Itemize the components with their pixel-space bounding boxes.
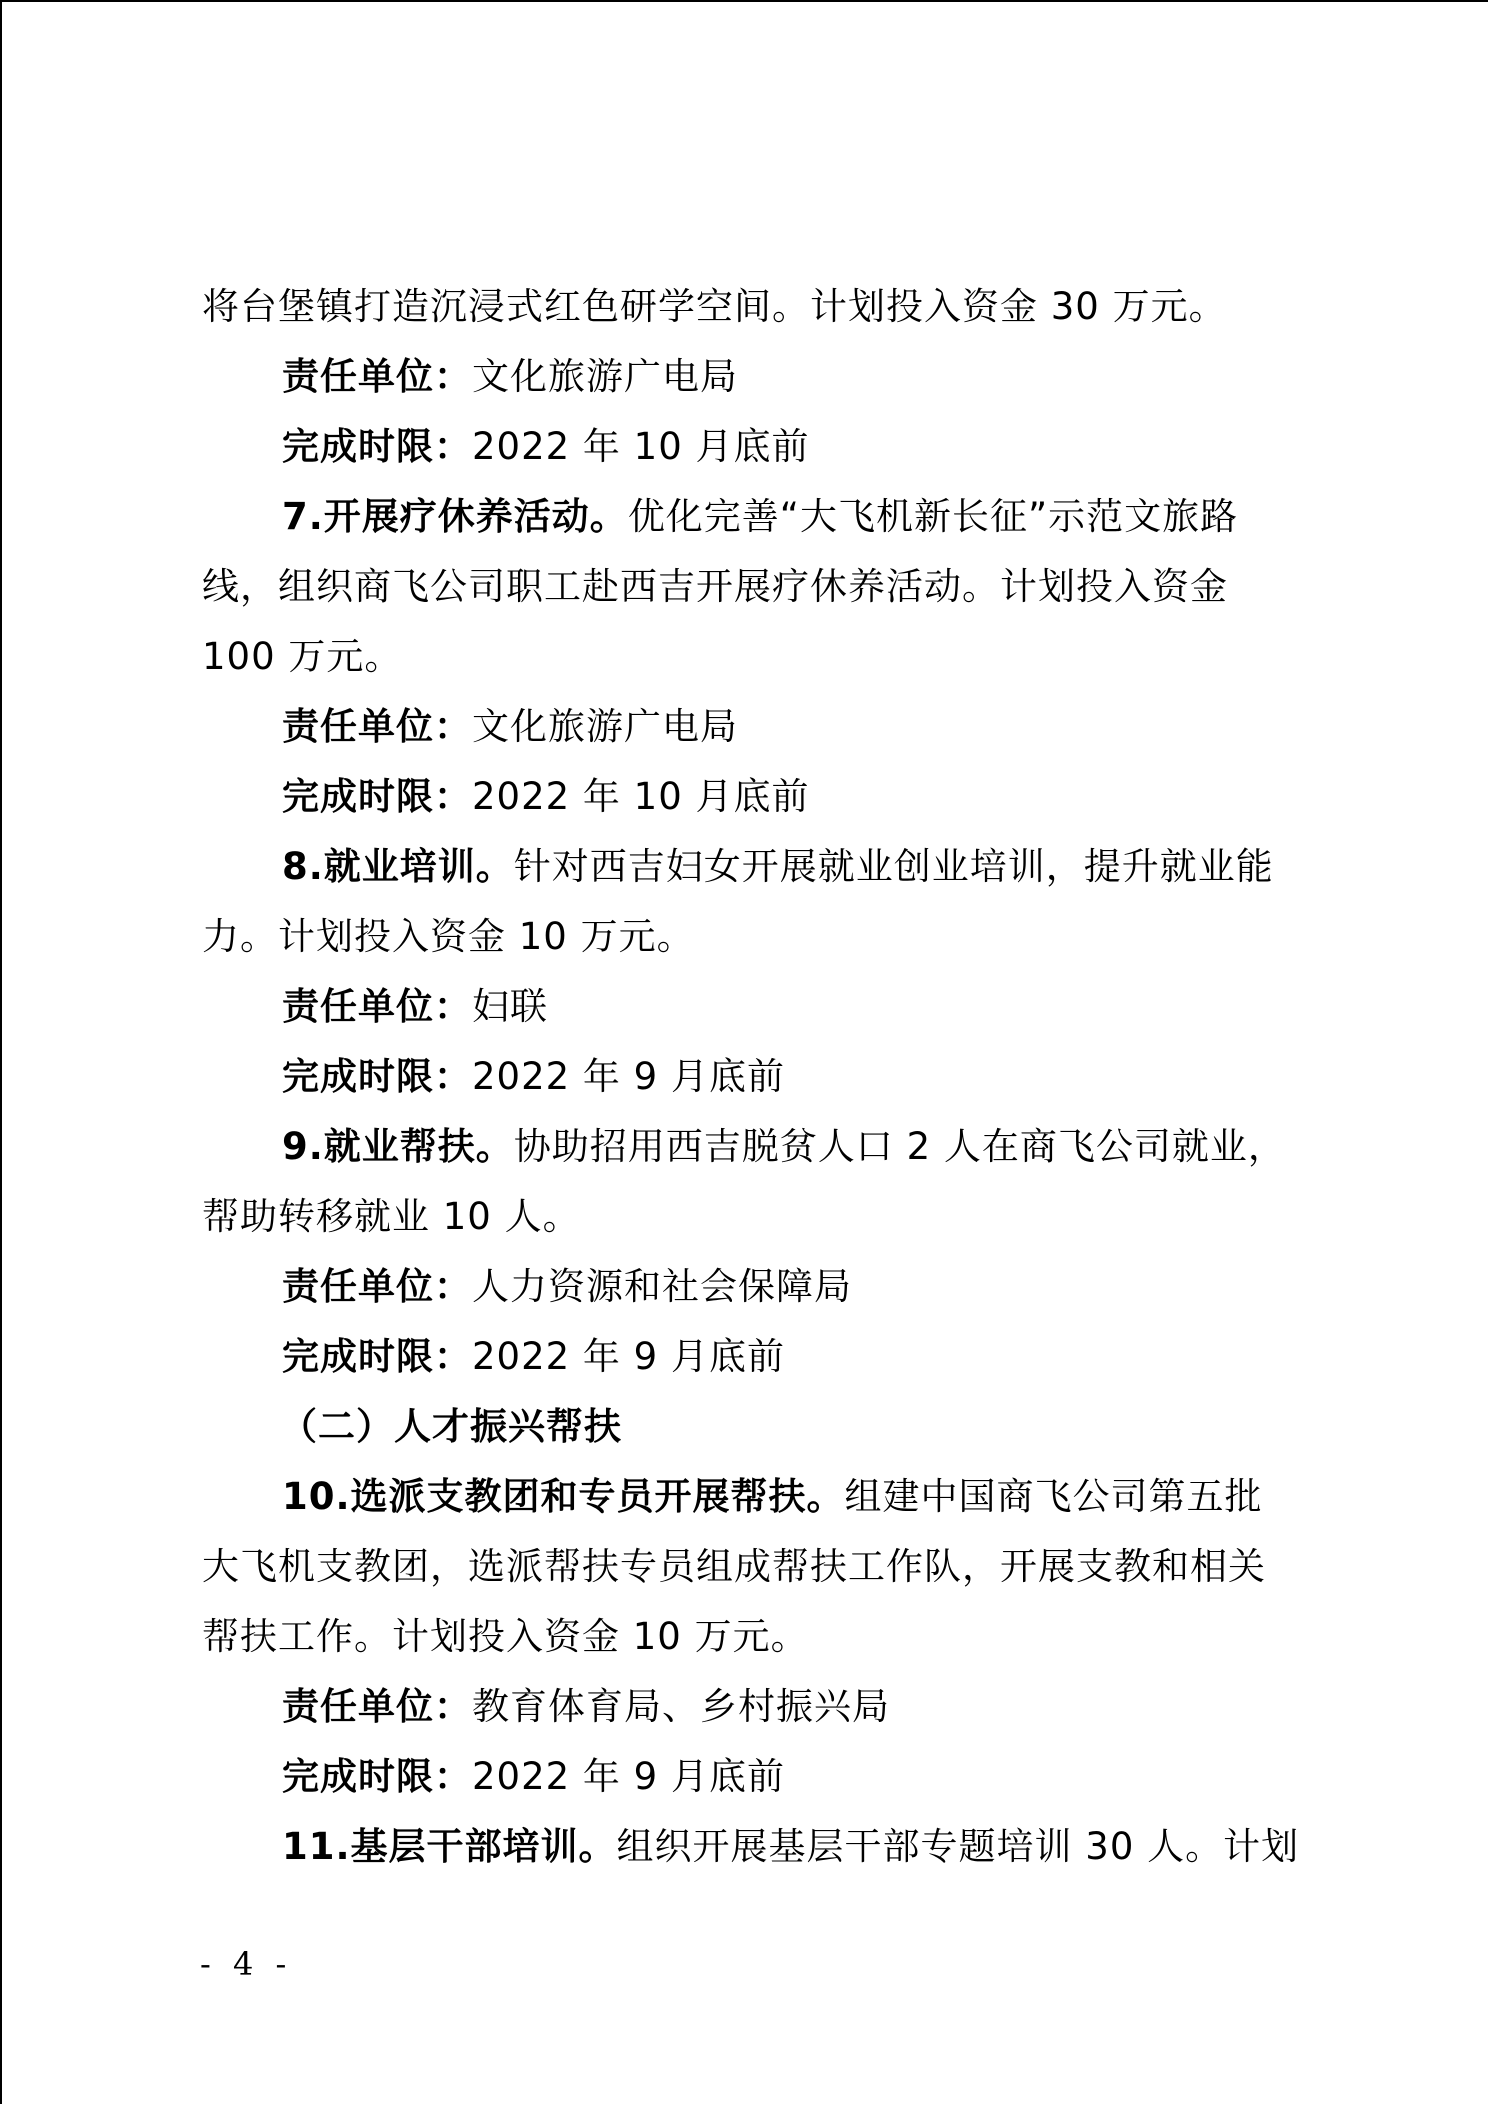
item-heading-line: [282, 1124, 1286, 1170]
line-text: 将台堡镇打造沉浸式红色研学空间。计划投入资金 30 万元。: [202, 285, 1227, 328]
text-line: [202, 914, 695, 960]
section-heading: [280, 1404, 622, 1450]
text-line: [202, 1544, 1266, 1590]
deadline-line: [282, 424, 810, 470]
deadline-line: [282, 1334, 785, 1380]
line-label: 责任单位：: [282, 355, 472, 398]
line-text: 教育体育局、乡村振兴局: [472, 1685, 890, 1728]
line-text: 2022 年 10 月底前: [472, 775, 810, 818]
line-text: 妇联: [472, 985, 548, 1028]
line-text: 100 万元。: [202, 635, 403, 678]
line-label: 完成时限：: [282, 425, 472, 468]
responsible-unit-line: [282, 1684, 890, 1730]
line-text: 2022 年 9 月底前: [472, 1335, 785, 1378]
deadline-line: [282, 774, 810, 820]
responsible-unit-line: [282, 984, 548, 1030]
text-line: [202, 284, 1227, 330]
item-title: 9.就业帮扶。: [282, 1125, 514, 1168]
item-title: 11.基层干部培训。: [282, 1825, 617, 1868]
item-heading-line: [282, 494, 1238, 540]
line-label: 完成时限：: [282, 1335, 472, 1378]
line-text: 文化旅游广电局: [472, 355, 738, 398]
page-number: - 4 -: [200, 1945, 293, 1983]
line-label: 完成时限：: [282, 1055, 472, 1098]
responsible-unit-line: [282, 704, 738, 750]
line-text: 优化完善“大飞机新长征”示范文旅路: [627, 495, 1239, 538]
line-label: 责任单位：: [282, 705, 472, 748]
responsible-unit-line: [282, 1264, 852, 1310]
line-text: 协助招用西吉脱贫人口 2 人在商飞公司就业，: [513, 1125, 1286, 1168]
item-heading-line: [282, 1824, 1299, 1870]
line-label: 责任单位：: [282, 1265, 472, 1308]
item-title: 8.就业培训。: [282, 845, 514, 888]
line-label: 完成时限：: [282, 775, 472, 818]
line-label: 完成时限：: [282, 1755, 472, 1798]
item-title: 10.选派支教团和专员开展帮扶。: [282, 1475, 845, 1518]
line-text: 人力资源和社会保障局: [472, 1265, 852, 1308]
responsible-unit-line: [282, 354, 738, 400]
line-text: 大飞机支教团，选派帮扶专员组成帮扶工作队，开展支教和相关: [202, 1545, 1266, 1588]
item-title: 7.开展疗休养活动。: [282, 495, 628, 538]
line-text: 力。计划投入资金 10 万元。: [202, 915, 695, 958]
text-line: [202, 1614, 809, 1660]
line-text: 帮扶工作。计划投入资金 10 万元。: [202, 1615, 809, 1658]
line-label: 责任单位：: [282, 1685, 472, 1728]
item-heading-line: [282, 1474, 1263, 1520]
line-text: 2022 年 10 月底前: [472, 425, 810, 468]
item-heading-line: [282, 844, 1274, 890]
line-text: 文化旅游广电局: [472, 705, 738, 748]
line-label: 责任单位：: [282, 985, 472, 1028]
line-text: 组织开展基层干部专题培训 30 人。计划: [616, 1825, 1300, 1868]
line-text: 2022 年 9 月底前: [472, 1755, 785, 1798]
line-text: 线，组织商飞公司职工赴西吉开展疗休养活动。计划投入资金: [202, 565, 1228, 608]
line-text: 组建中国商飞公司第五批: [844, 1475, 1263, 1518]
line-text: 2022 年 9 月底前: [472, 1055, 785, 1098]
deadline-line: [282, 1054, 785, 1100]
text-line: [202, 564, 1228, 610]
text-line: [202, 634, 402, 680]
deadline-line: [282, 1754, 785, 1800]
line-text: 针对西吉妇女开展就业创业培训，提升就业能: [513, 845, 1274, 888]
line-text: 帮助转移就业 10 人。: [202, 1195, 581, 1238]
text-line: [202, 1194, 581, 1240]
section-title: （二）人才振兴帮扶: [280, 1405, 622, 1448]
